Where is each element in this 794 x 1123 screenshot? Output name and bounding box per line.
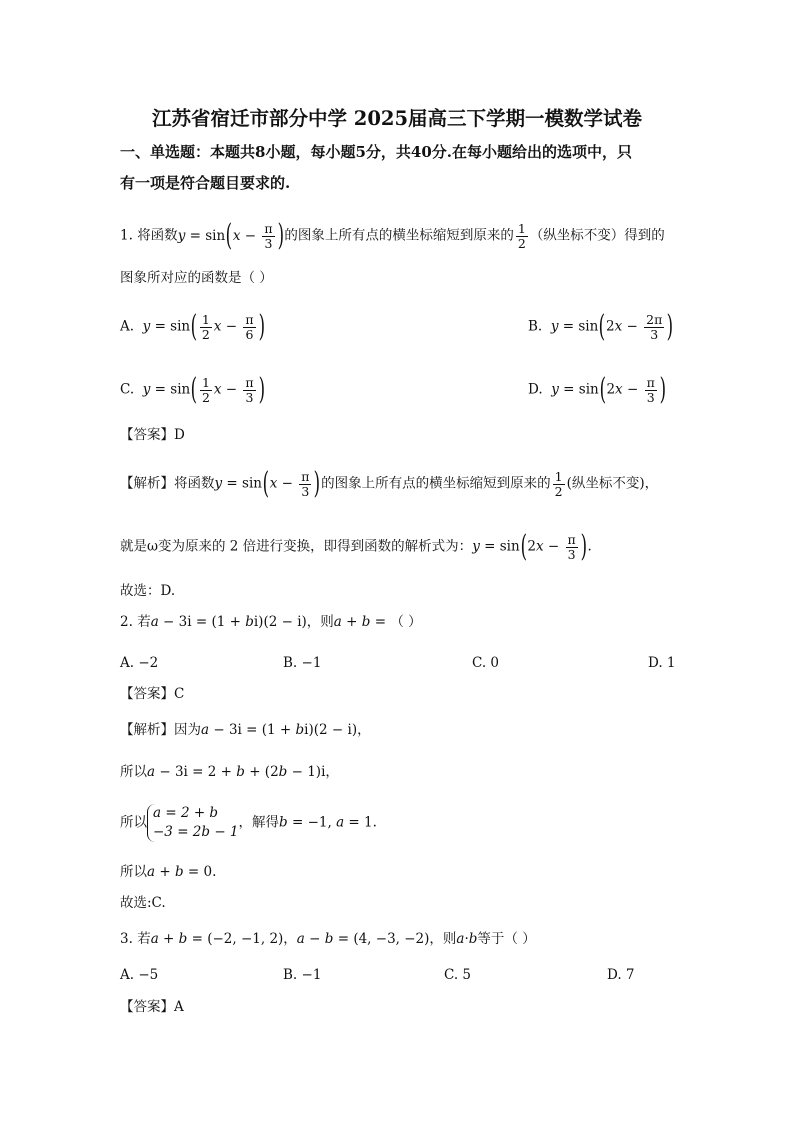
q2-option-a[interactable]: A. −2	[120, 655, 159, 671]
section-header-line1: 一、单选题：本题共8小题，每小题5分，共40分.在每小题给出的选项中，只	[120, 143, 632, 161]
answer-2: 【答案】C	[120, 686, 185, 702]
question-1-stem-line2: 图象所对应的函数是（ ）	[120, 270, 273, 286]
page-title: 江苏省宿迁市部分中学 2025届高三下学期一模数学试卷	[151, 107, 643, 130]
question-number: 1.	[120, 227, 133, 244]
analysis-text: (纵坐标不变)，	[566, 475, 659, 492]
equation-system: a = 2 + b −3 = 2b − 1	[147, 804, 239, 842]
q2-option-c[interactable]: C. 0	[472, 655, 500, 671]
analysis-text: 所以	[120, 864, 147, 880]
conclusion-2: 故选:C.	[120, 895, 166, 911]
stem-text: ，则	[306, 614, 334, 630]
q3-option-d[interactable]: D. 7	[607, 967, 635, 983]
question-1-stem	[120, 218, 665, 253]
question-2-stem: 2. 若a − 3i = (1 + bi)(2 − i)，则a + b = （ ）	[120, 614, 422, 630]
analysis-label: 【解析】	[120, 475, 174, 492]
analysis-text: 将函数	[174, 475, 215, 492]
q2-option-b[interactable]: B. −1	[283, 655, 322, 671]
conclusion-1: 故选：D.	[120, 583, 176, 599]
stem-text: （ ）	[390, 614, 422, 630]
analysis-label: 【解析】	[120, 722, 174, 738]
stem-text: （纵坐标不变）得到的	[529, 227, 665, 244]
stem-text: 将函数	[137, 227, 178, 244]
answer-3: 【答案】A	[120, 999, 184, 1015]
analysis-1-line2: 就是ω变为原来的 2 倍进行变换，即得到函数的解析式为：y = sin(2x − $\frac{\pi}{3}$ ).	[120, 529, 592, 564]
option-label: B.	[528, 318, 543, 335]
answer-1: 【答案】D	[120, 427, 185, 443]
option-d[interactable]: D. y = sin(2x − $\frac{\pi}{3}$ )	[528, 372, 666, 407]
option-a[interactable]: A. y = sin( $\frac{1}{2}$ x − $\frac{\pi}{6}$ )	[120, 309, 265, 344]
formula: y = sin(x − $\frac{\pi}{3}$ )	[177, 218, 284, 253]
analysis-2-line2: 所以a − 3i = 2 + b + (2b − 1)i，	[120, 764, 339, 780]
question-number: 2.	[120, 614, 133, 630]
fraction-half: $\frac{1}{2}$	[517, 220, 526, 251]
option-label: C.	[120, 381, 135, 398]
analysis-text: 的图象上所有点的横坐标缩短到原来的	[321, 475, 551, 492]
stem-text: 等于（ ）	[477, 931, 536, 947]
analysis-2: 【解析】因为a − 3i = (1 + bi)(2 − i)，	[120, 722, 371, 738]
option-c[interactable]: C. y = sin( $\frac{1}{2}$ x − $\frac{\pi}{3}$ )	[120, 372, 265, 407]
stem-text: ，则	[429, 931, 457, 947]
q3-option-a[interactable]: A. −5	[120, 967, 159, 983]
analysis-text: 就是ω变为原来的 2 倍进行变换，即得到函数的解析式为：	[120, 538, 473, 555]
question-number: 3.	[120, 931, 133, 947]
option-b[interactable]: B. y = sin(2x − $\frac{2\pi}{3}$ )	[528, 309, 674, 344]
analysis-text: 所以	[120, 764, 147, 780]
stem-text: 若	[137, 614, 151, 630]
option-label: D.	[528, 381, 543, 398]
section-header-line2: 有一项是符合题目要求的.	[120, 174, 291, 192]
analysis-2-line3: 所以a = 2 + b −3 = 2b − 1，解得b = −1, a = 1.	[120, 805, 377, 840]
analysis-text: 所以	[120, 814, 147, 831]
q3-option-b[interactable]: B. −1	[283, 967, 322, 983]
q3-option-c[interactable]: C. 5	[444, 967, 472, 983]
question-3-stem: 3. 若a + b = (−2, −1, 2)，a − b = (4, −3, −2)，则a·b等于（ ）	[120, 931, 536, 947]
stem-text: 若	[137, 931, 151, 947]
analysis-text: ，解得	[238, 814, 280, 831]
analysis-1: 【解析】将函数y = sin(x − $\frac{\pi}{3}$ )的图象上所有点的横坐标缩短到原来的 $\frac{1}{2}$ (纵坐标不变)，	[120, 466, 659, 501]
analysis-text: 因为	[174, 722, 201, 738]
analysis-2-line4: 所以a + b = 0.	[120, 864, 217, 880]
option-label: A.	[120, 318, 135, 335]
stem-text: 的图象上所有点的横坐标缩短到原来的	[284, 227, 514, 244]
q2-option-d[interactable]: D. 1	[648, 655, 676, 671]
